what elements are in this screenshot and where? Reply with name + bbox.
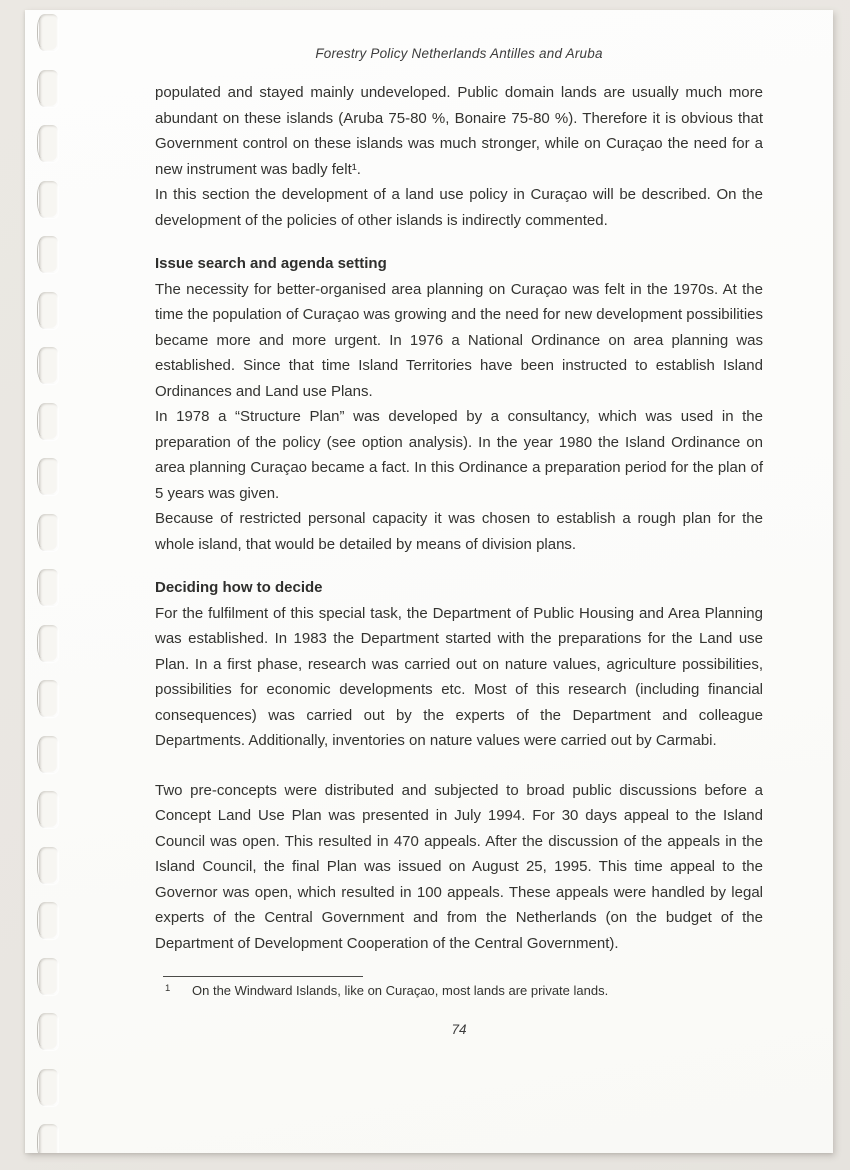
binding-hole: [39, 514, 58, 551]
section-heading: Issue search and agenda setting: [155, 255, 387, 272]
page-number: 74: [451, 1022, 467, 1037]
running-header: Forestry Policy Netherlands Antilles and Aruba: [315, 46, 603, 61]
binding-hole: [39, 14, 58, 51]
binding-hole: [39, 1124, 58, 1153]
binding-hole: [39, 125, 58, 162]
footnote-text: On the Windward Islands, like on Curaçao, most lands are private lands.: [192, 983, 609, 998]
footnote-rule: [163, 976, 363, 977]
body-paragraph: The necessity for better-organised area planning on Curaçao was felt in the 1970s. At the time the population of Curaçao was growing and the need for new development possibilities became more and more urgent. In 1976 a National Ordinance on area planning was established. Since that time Island Territories have been instructed to establish Island Ordinances and Land use Plans.: [155, 280, 763, 400]
binding-holes-column: [25, 10, 85, 1153]
binding-hole: [39, 902, 58, 939]
binding-hole: [39, 403, 58, 440]
section-heading: Deciding how to decide: [155, 579, 323, 596]
body-paragraph: In 1978 a “Structure Plan” was developed by a consultancy, which was used in the preparation of the policy (see option analysis). In the year 1980 the Island Ordinance on area planning Curaçao became a fact. In this Ordinance a preparation period for the plan of 5 years was given.: [155, 408, 763, 502]
binding-hole: [39, 569, 58, 606]
binding-hole: [39, 292, 58, 329]
footnote-marker: 1: [165, 983, 171, 994]
binding-hole: [39, 847, 58, 884]
body-paragraph: Two pre-concepts were distributed and subjected to broad public discussions before a Concept Land Use Plan was presented in July 1994. For 30 days appeal to the Island Council was open. This resulted in 470 appeals. After the discussion of the appeals in the Island Council, the final Plan was issued on August 25, 1995. This time appeal to the Governor was open, which resulted in 100 appeals. These appeals were handled by legal experts of the Central Government and from the Netherlands (on the budget of the Department of Development Cooperation of the Central Government).: [155, 781, 763, 952]
body-paragraph: Because of restricted personal capacity it was chosen to establish a rough plan for the whole island, that would be detailed by means of division plans.: [155, 510, 763, 553]
binding-hole: [39, 958, 58, 995]
page-body: [155, 80, 763, 956]
body-paragraph: In this section the development of a land use policy in Curaçao will be described. On the development of the policies of other islands is indirectly commented.: [155, 186, 763, 229]
binding-hole: [39, 1069, 58, 1106]
binding-hole: [39, 1013, 58, 1050]
binding-hole: [39, 236, 58, 273]
binding-hole: [39, 736, 58, 773]
document-page: [25, 10, 833, 1153]
binding-hole: [39, 347, 58, 384]
binding-hole: [39, 458, 58, 495]
binding-hole: [39, 625, 58, 662]
body-paragraph: For the fulfilment of this special task, the Department of Public Housing and Area Planning was established. In 1983 the Department started with the preparations for the Land use Plan. In a first phase, research was carried out on nature values, agriculture possibilities, possibilities for economic developments etc. Most of this research (including financial consequences) was carried out by the experts of the Department and colleague Departments. Additionally, inventories on nature values were carried out by Carmabi.: [155, 604, 763, 749]
binding-hole: [39, 680, 58, 717]
binding-hole: [39, 70, 58, 107]
binding-hole: [39, 791, 58, 828]
footnote: [155, 982, 763, 999]
binding-hole: [39, 181, 58, 218]
footnote-section: [155, 976, 763, 999]
body-paragraph: populated and stayed mainly undeveloped. Public domain lands are usually much more abundant on these islands (Aruba 75-80 %, Bonaire 75-80 %). Therefore it is obvious that Government control on these islands was much stronger, while on Curaçao the need for a new instrument was badly felt¹.: [155, 84, 763, 178]
